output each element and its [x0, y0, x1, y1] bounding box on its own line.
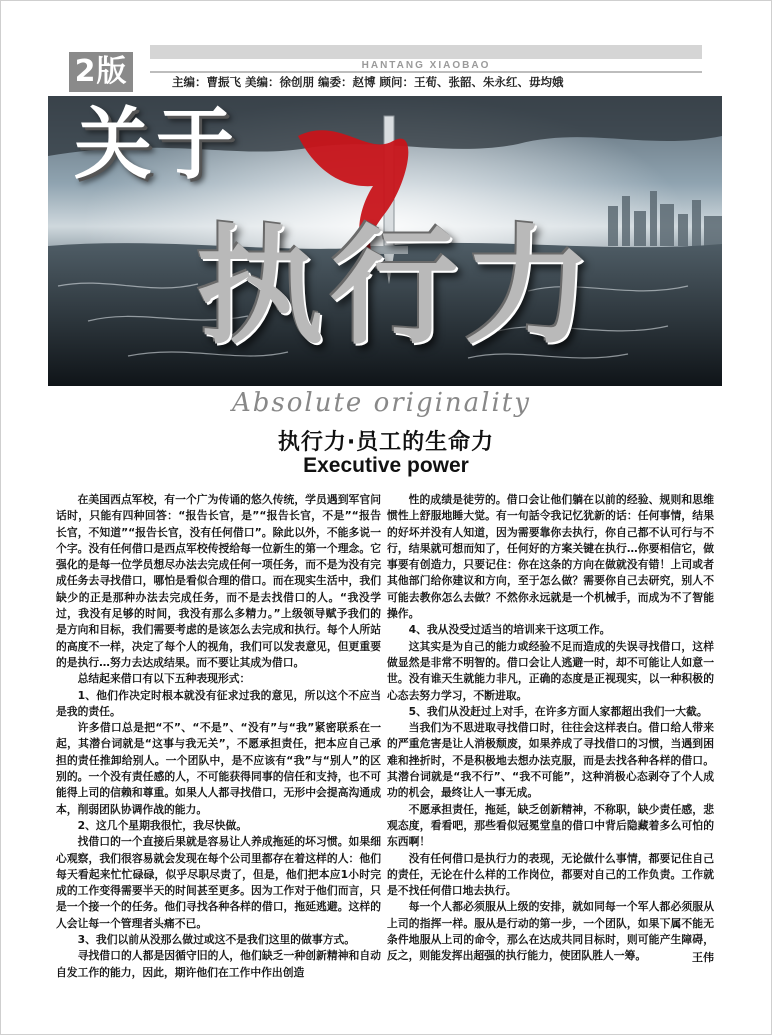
- hero-image: [48, 96, 722, 386]
- article-paragraph: 寻找借口的人都是因循守旧的人，他们缺乏一种创新精神和自动自发工作的能力，因此，期许他们在工作中作出创造: [56, 949, 381, 979]
- article-paragraph: 5、我们从没赶过上对手，在许多方面人家都超出我们一大截。: [408, 704, 708, 718]
- article-paragraph: 性的成绩是徒劳的。借口会让他们躺在以前的经验、规则和思维惯性上舒服地睡大觉。有一句話令我记忆犹新的话：任何事情，结果的好坏并没有人知道，因为需要靠你去执行，你自己都不认可行与不行，结果就可想而知了，任何好的方案关键在执行…你要相信它，做事要有创造力，只要记住：你在这条的方向在做就没有错！上司或者其他部门给你建议和方向，至于怎么做？需要你自己去研究，别人不可能去教你怎么去做？不然你永远就是一个机械手，而成为不了智能操作。: [387, 493, 714, 621]
- article-paragraph: 这其实是为自己的能力或经验不足而造成的失误寻找借口，这样做显然是非常不明智的。借口会让人逃避一时，却不可能让人如意一世。没有谁天生就能力非凡，正确的态度是正视现实，以一种积极的心态去努力学习，不断进取。: [387, 639, 714, 702]
- article-paragraph: 总结起来借口有以下五种表现形式：: [77, 672, 251, 686]
- page-number-badge: 2版: [69, 52, 133, 92]
- hero-title-about: 关于: [74, 100, 239, 190]
- staff-credits: 主编：曹振飞 美编：徐创朋 编委：赵博 顾问：王荀、张韶、朱永红、毋均娥: [172, 75, 564, 89]
- article-paragraph: 每一个人都必须服从上级的安排，就如同每一个军人都必须服从上司的指挥一样。服从是行动的第一步，一个团队，如果下属不能无条件地服从上司的命令，那么在达成共同目标时，则可能产生障碍，反之，则能发挥出超强的执行能力，使团队胜人一筹。: [387, 900, 714, 963]
- article-paragraph: 找借口的一个直接后果就是容易让人养成拖延的坏习惯。如果细心观察，我们很容易就会发现在每个公司里都存在着这样的人：他们每天看起来忙忙碌碌，似乎尽职尽责了，但是，他们把本应1小时完成的工作变得需要半天的时间甚至更多。因为工作对于他们而言，只是一个接一个的任务。他们寻找各种各样的借口，拖延逃避。这样的人会让每一个管理者头痛不已。: [56, 835, 381, 930]
- article-paragraph: 3、我们以前从没那么做过或这不是我们这里的做事方式。: [77, 933, 356, 947]
- article-paragraph: 在美国西点军校，有一个广为传诵的悠久传统，学员遇到军官问话时，只能有四种回答：“报告长官，是”“报告长官，不是”“报告长官，不知道”“报告长官，没有任何借口”。除此以外，不能多说一个字。没有任何借口是西点军校传授给每一位新生的第一个理念。它强化的是每一位学员想尽办法去完成任何一项任务，而不是为没有完成任务去寻找借口，哪怕是看似合理的借口。而在现实生活中，我们缺少的正是那种办法去完成任务，而不是去找借口的人。“我没学过，我没有足够的时间，我没有那么多精力。”上级领导赋予我们的是方向和目标，我们需要考虑的是该怎么去完成和执行。每个人所站的高度不一样，决定了每个人的视角，我们可以发表意见，但更重要的是执行…努力去达成结果。而不要让其成为借口。: [56, 493, 381, 669]
- article-paragraph: 1、他们作决定时根本就没有征求过我的意见，所以这个不应当是我的责任。: [56, 688, 381, 718]
- script-decoration: Absolute originality: [232, 388, 531, 418]
- article-paragraph: 2、这几个星期我很忙，我尽快做。: [77, 818, 248, 832]
- masthead-bar: [150, 45, 702, 59]
- hero-title-execution: 执行力: [196, 213, 599, 362]
- article-paragraph: 没有任何借口是执行力的表现，无论做什么事情，都要记住自己的责任，无论在什么样的工作岗位，都要对自己的工作负责。工作就是不找任何借口地去执行。: [387, 851, 714, 898]
- article-paragraph: 当我们为不思进取寻找借口时，往往会这样表白。借口给人带来的严重危害是让人消极颓废，如果养成了寻找借口的习惯，当遇到困难和挫折时，不是积极地去想办法克服，而是去找各种各样的借口。其潜台词就是“我不行”、“我不可能”，这种消极心态剥夺了个人成功的机会，最终让人一事无成。: [387, 721, 714, 800]
- masthead-divider: [150, 71, 702, 73]
- masthead-title: HANTANG XIAOBAO: [361, 60, 491, 71]
- article-paragraph: 4、我从没受过适当的培训来干这项工作。: [408, 623, 611, 637]
- subtitle-chinese: 执行力·员工的生命力: [277, 430, 495, 455]
- article-paragraph: 不愿承担责任，拖延，缺乏创新精神，不称职，缺少责任感，悲观态度，看看吧，那些看似冠冕堂皇的借口中背后隐藏着多么可怕的东西啊！: [387, 802, 714, 849]
- article-column-left: [56, 492, 381, 981]
- article-column-right: [387, 492, 714, 965]
- article-author: 王伟: [692, 951, 714, 964]
- article-paragraph: 许多借口总是把“不”、“不是”、“没有”与“我”紧密联系在一起，其潜台词就是“这事与我无关”，不愿承担责任，把本应自己承担的责任推卸给别人。一个团队中，是不应该有“我”与“别人”的区别的。一个没有责任感的人，不可能获得同事的信任和支持，也不可能得上司的信赖和尊重。如果人人都寻找借口，无形中会提高沟通成本，削弱团队协调作战的能力。: [56, 721, 381, 816]
- subtitle-english: Executive power: [303, 454, 469, 477]
